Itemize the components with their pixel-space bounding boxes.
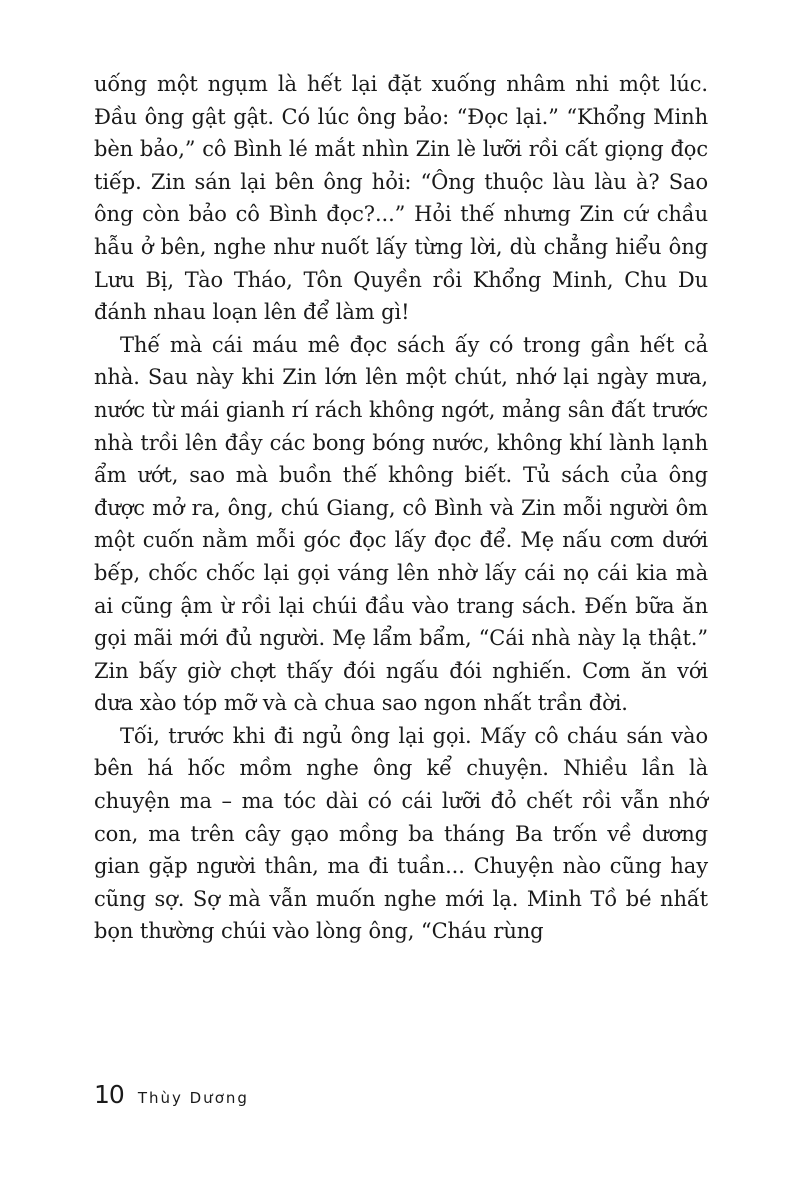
paragraph-3: Tối, trước khi đi ngủ ông lại gọi. Mấy cô cháu sán vào bên há hốc mồm nghe ông kể chuyện. Nhiều lần là chuyện ma – ma tóc dài có cái lưỡi đỏ chết rồi vẫn nhớ con, ma trên cây gạo mồng ba tháng Ba trốn về dương gian gặp người thân, ma đi tuần... Chuyện nào cũng hay cũng sợ. Sợ mà vẫn muốn nghe mới lạ. Minh Tồ bé nhất bọn thường chúi vào lòng ông, “Cháu rùng — [94, 723, 708, 944]
paragraph-2: Thế mà cái máu mê đọc sách ấy có trong gần hết cả nhà. Sau này khi Zin lớn lên một chút, nhớ lại ngày mưa, nước từ mái gianh rí rách không ngớt, mảng sân đất trước nhà trồi lên đầy các bong bóng nước, không khí lành lạnh ẩm ướt, sao mà buồn thế không biết. Tủ sách của ông được mở ra, ông, chú Giang, cô Bình và Zin mỗi người ôm một cuốn nằm mỗi góc đọc lấy đọc để. Mẹ nấu cơm dưới bếp, chốc chốc lại gọi váng lên nhờ lấy cái nọ cái kia mà ai cũng ậm ừ rồi lại chúi đầu vào trang sách. Đến bữa ăn gọi mãi mới đủ người. Mẹ lẩm bẩm, “Cái nhà này lạ thật.” Zin bấy giờ chợt thấy đói ngấu đói nghiến. Cơm ăn với dưa xào tóp mỡ và cà chua sao ngon nhất trần đời. — [94, 332, 708, 716]
author-name: Thùy Dương — [137, 1089, 249, 1107]
paragraph-1: uống một ngụm là hết lại đặt xuống nhâm nhi một lúc. Đầu ông gật gật. Có lúc ông bảo: “Đọc lại.” “Khổng Minh bèn bảo,” cô Bình lé mắt nhìn Zin lè lưỡi rồi cất giọng đọc tiếp. Zin sán lại bên ông hỏi: “Ông thuộc làu làu à? Sao ông còn bảo cô Bình đọc?...” Hỏi thế nhưng Zin cứ chầu hẫu ở bên, nghe như nuốt lấy từng lời, dù chẳng hiểu ông Lưu Bị, Tào Tháo, Tôn Quyền rồi Khổng Minh, Chu Du đánh nhau loạn lên để làm gì! — [94, 72, 708, 325]
page-footer — [94, 1080, 249, 1109]
body-text — [94, 68, 708, 948]
page-number: 10 — [94, 1080, 124, 1109]
